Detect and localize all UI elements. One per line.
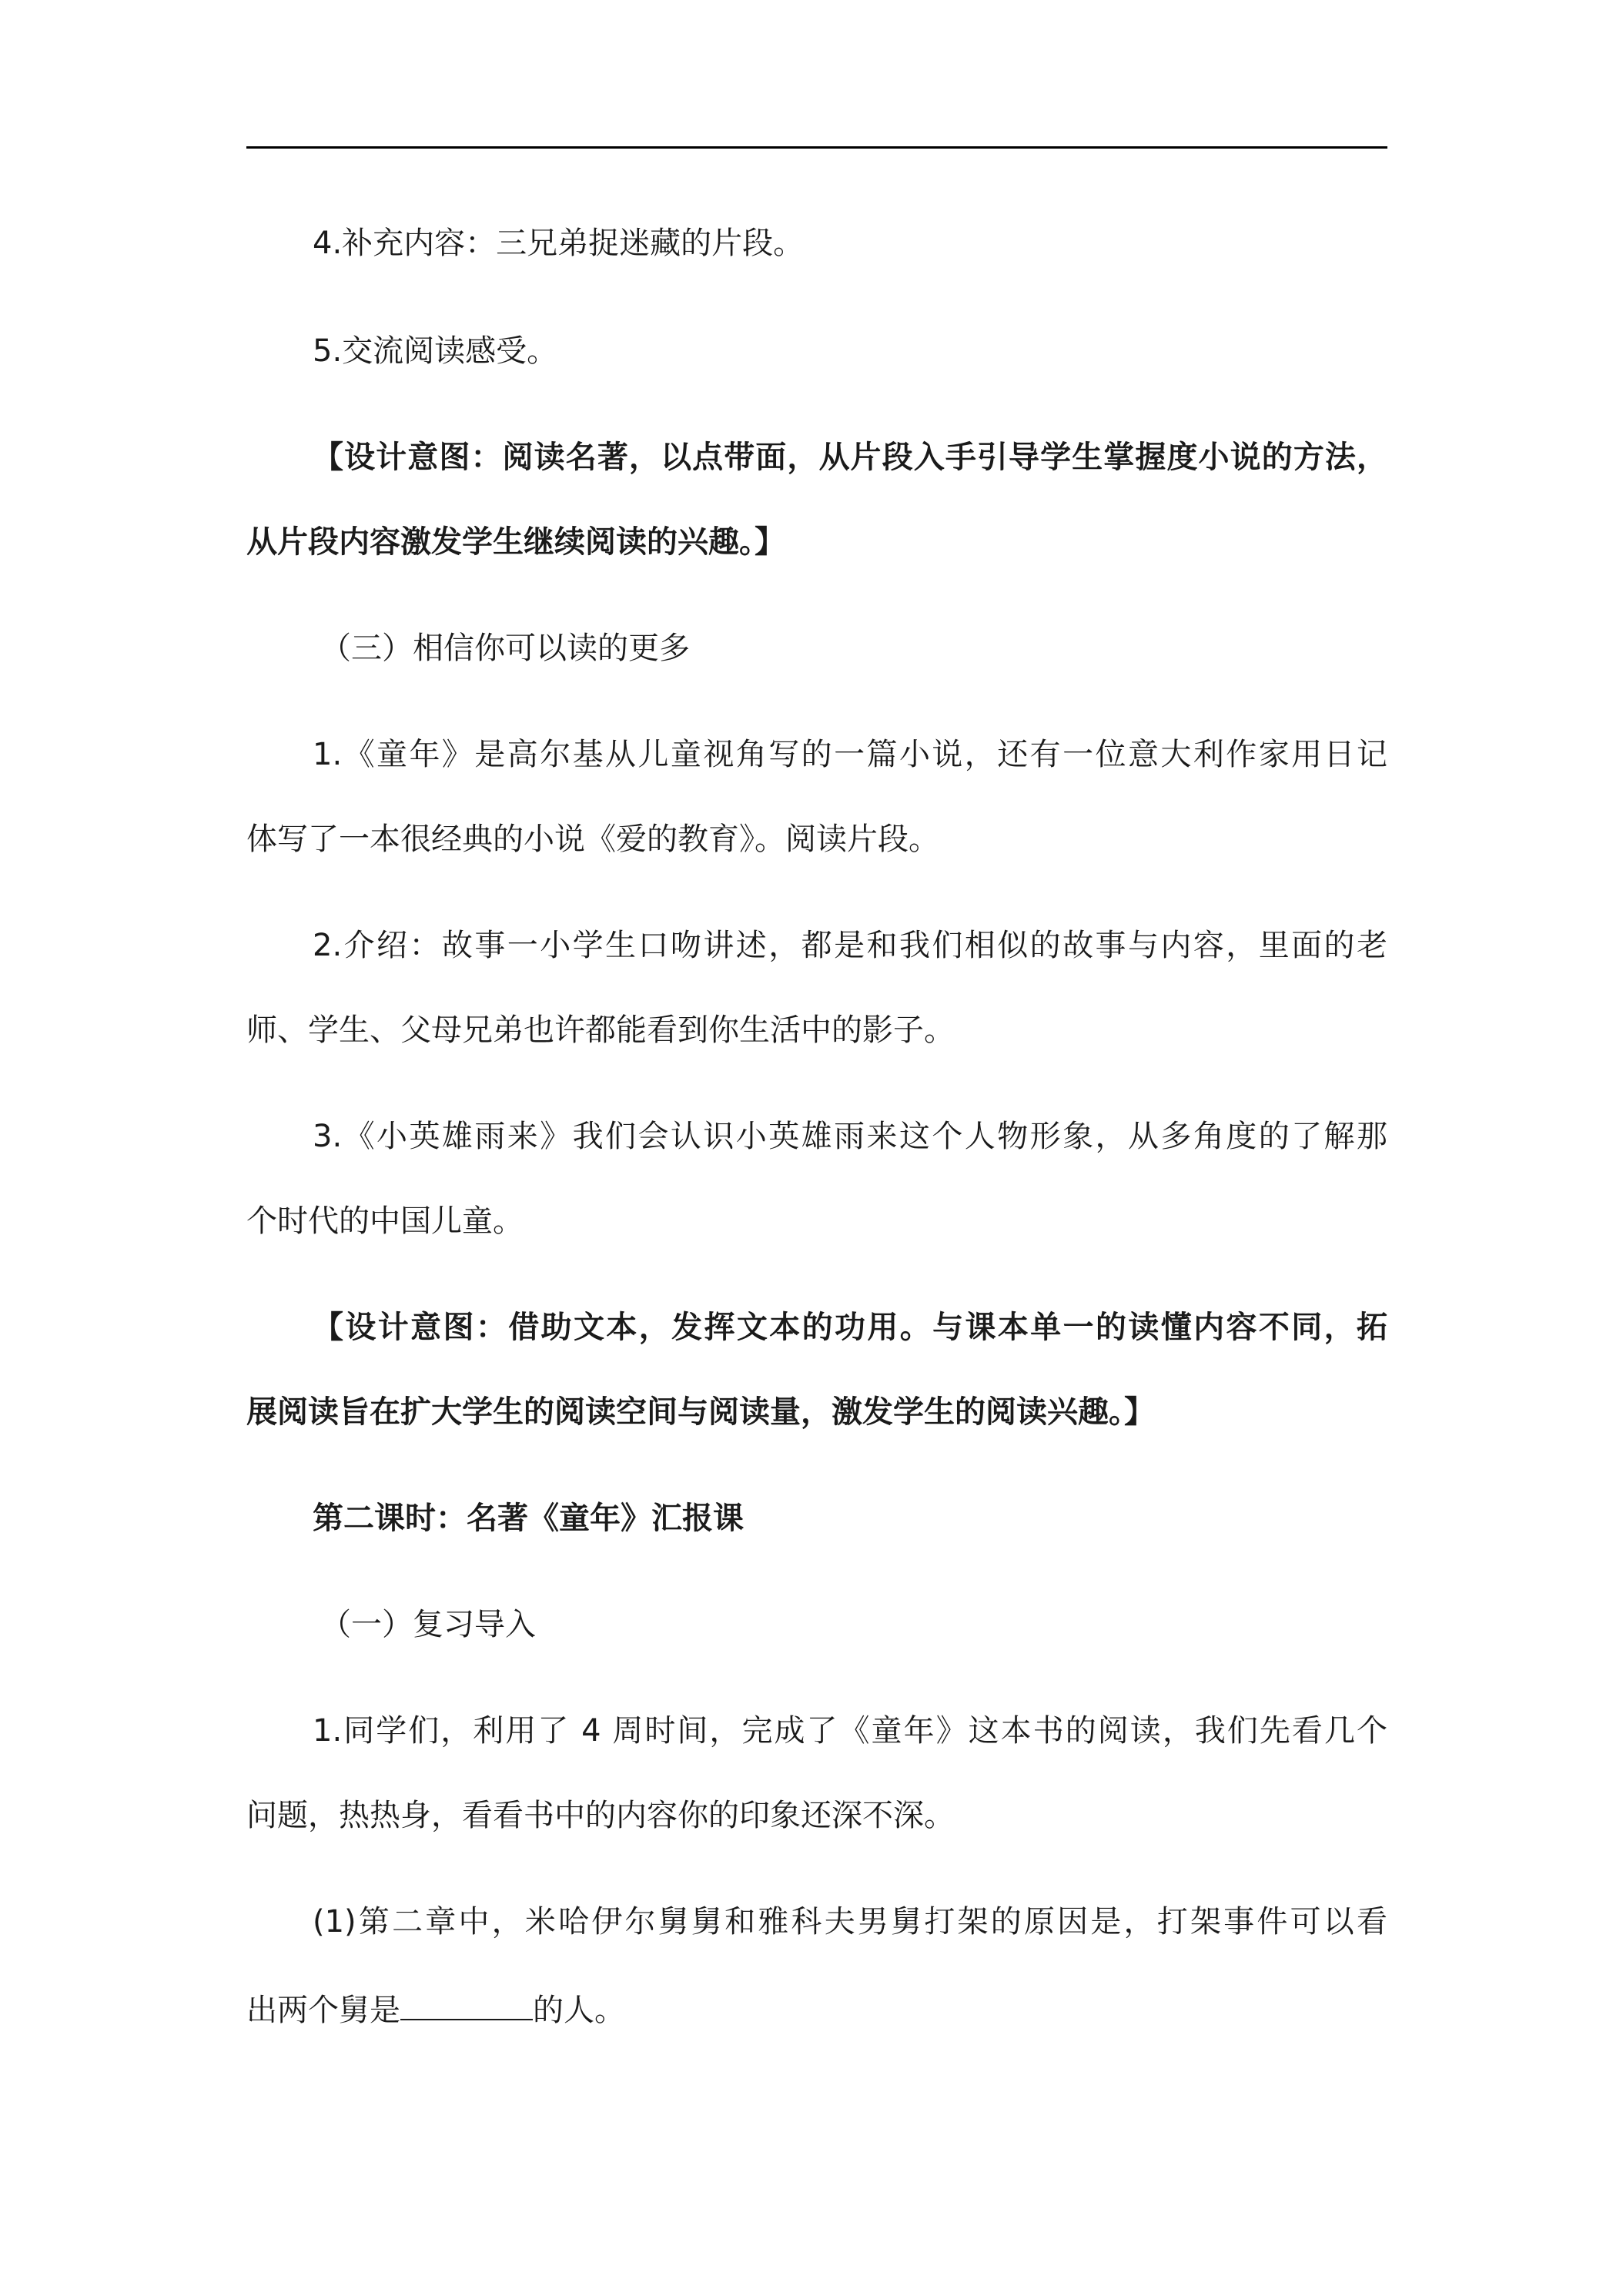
paragraph-line: 师、学生、父母兄弟也许都能看到你生活中的影子。 xyxy=(246,1012,955,1048)
paragraph-line: 问题，热热身，看看书中的内容你的印象还深不深。 xyxy=(246,1798,955,1833)
design-intent-line: 【设计意图：借助文本，发挥文本的功用。与课本单一的读懂内容不同，拓 xyxy=(313,1310,1387,1345)
question-text-before: 出两个舅是 xyxy=(246,1993,400,2028)
question-text-after: 的人。 xyxy=(533,1993,625,2028)
section-heading: （一）复习导入 xyxy=(320,1607,536,1642)
paragraph-line: 1.《童年》是高尔基从儿童视角写的一篇小说，还有一位意大利作家用日记 xyxy=(313,737,1387,772)
lesson-title: 第二课时：名著《童年》汇报课 xyxy=(313,1501,744,1536)
header-rule xyxy=(246,146,1387,149)
paragraph-line: 5.交流阅读感受。 xyxy=(313,333,558,369)
paragraph-line: 2.介绍：故事一小学生口吻讲述，都是和我们相似的故事与内容，里面的老 xyxy=(313,928,1387,963)
question-line: (1)第二章中，米哈伊尔舅舅和雅科夫男舅打架的原因是，打架事件可以看 xyxy=(313,1904,1387,1940)
question-line xyxy=(246,1985,1387,2032)
paragraph-line: 4.补充内容：三兄弟捉迷藏的片段。 xyxy=(313,226,805,261)
design-intent-line: 展阅读旨在扩大学生的阅读空间与阅读量，激发学生的阅读兴趣。】 xyxy=(246,1394,1155,1430)
design-intent-line: 【设计意图：阅读名著，以点带面，从片段入手引导学生掌握度小说的方法， xyxy=(313,440,1387,475)
paragraph-line: 体写了一本很经典的小说《爱的教育》。阅读片段。 xyxy=(246,822,939,857)
fill-in-blank xyxy=(400,1985,533,2020)
design-intent-line: 从片段内容激发学生继续阅读的兴趣。】 xyxy=(246,524,785,560)
section-heading: （三）相信你可以读的更多 xyxy=(320,631,690,666)
paragraph-line: 3.《小英雄雨来》我们会认识小英雄雨来这个人物形象，从多角度的了解那 xyxy=(313,1119,1387,1154)
paragraph-line: 个时代的中国儿童。 xyxy=(246,1203,524,1239)
paragraph-line: 1.同学们，利用了 4 周时间，完成了《童年》这本书的阅读，我们先看几个 xyxy=(313,1713,1387,1749)
